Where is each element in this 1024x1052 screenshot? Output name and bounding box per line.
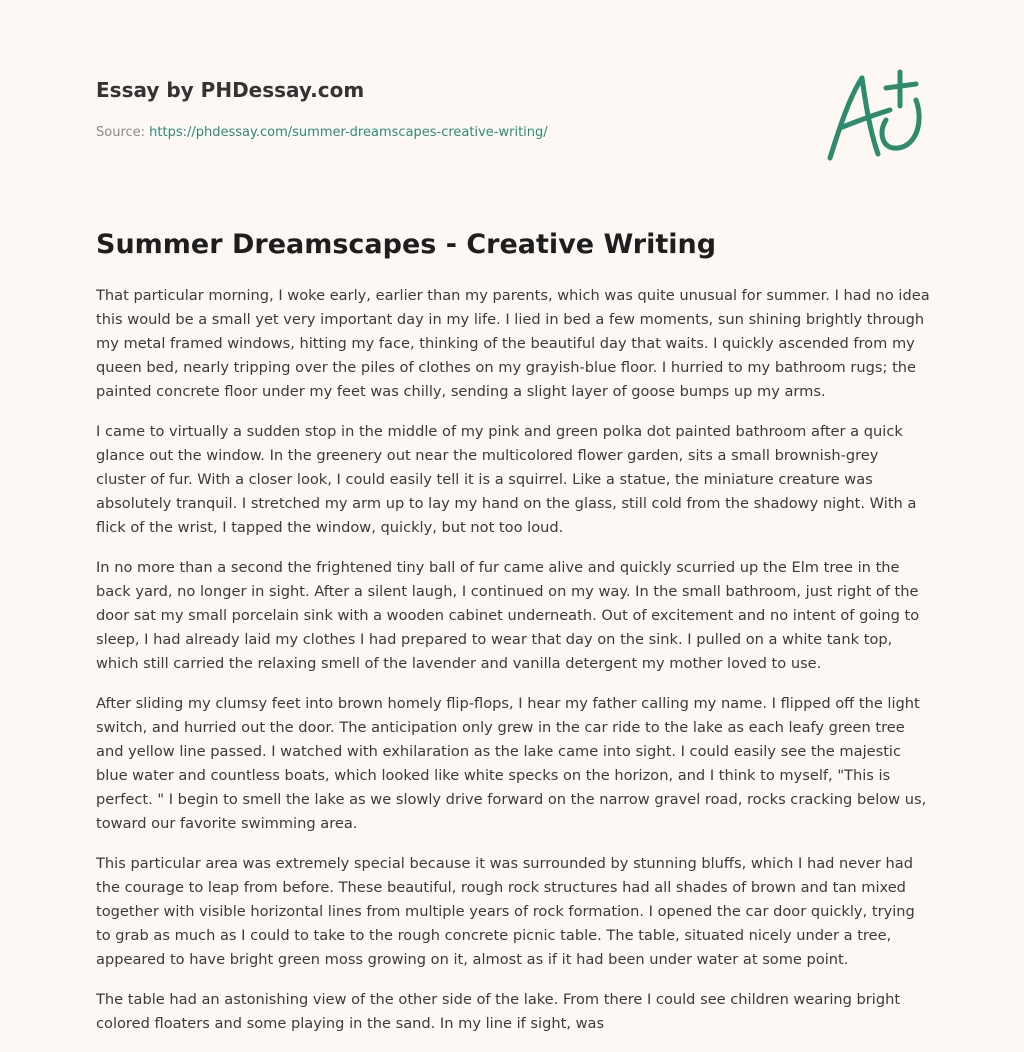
essay-paragraph: After sliding my clumsy feet into brown homely flip-flops, I hear my father calling my name. I flipped off the light switch, and hurried out the door. The anticipation only grew in the car ride to the lake as each leafy green tree and yellow line passed. I watched with exhilaration as the lake came into sight. I could easily see the majestic blue water and countless boats, which looked like white specks on the horizon, and I think to myself, "This is perfect. " I begin to smell the lake as we slowly drive forward on the narrow gravel road, rocks cracking below us, toward our favorite swimming area. [96,695,927,832]
essay-title: Summer Dreamscapes - Creative Writing [96,229,717,260]
source-label: Source: [96,125,150,140]
source-line [96,124,796,142]
essay-paragraph: The table had an astonishing view of the other side of the lake. From there I could see children wearing bright colored floaters and some playing in the sand. In my line if sight, was [96,991,901,1032]
essay-paragraph: That particular morning, I woke early, earlier than my parents, which was quite unusual for summer. I had no idea this would be a small yet very important day in my life. I lied in bed a few moments, sun shining brightly through my metal framed windows, hitting my face, thinking of the beautiful day that waits. I quickly ascended from my queen bed, nearly tripping over the piles of clothes on my grayish-blue floor. I hurried to my bathroom rugs; the painted concrete floor under my feet was chilly, sending a slight layer of goose bumps up my arms. [96,287,930,400]
essay-paragraph: This particular area was extremely special because it was surrounded by stunning bluffs, which I had never had the courage to leap from before. These beautiful, rough rock structures had all shades of brown and tan mixed together with visible horizontal lines from multiple years of rock formation. I opened the car door quickly, trying to grab as much as I could to take to the rough concrete picnic table. The table, situated nicely under a tree, appeared to have bright green moss growing on it, almost as if it had been under water at some point. [96,855,915,968]
source-link[interactable]: https://phdessay.com/summer-dreamscapes-creative-writing/ [149,125,548,140]
page-header [96,76,796,142]
logo-a-left-stroke [830,78,862,158]
a-plus-logo-icon [820,66,930,166]
logo-plus-horizontal [886,84,916,88]
article [96,226,932,1052]
site-title: Essay by PHDessay.com [96,78,365,102]
essay-paragraph: I came to virtually a sudden stop in the middle of my pink and green polka dot painted bathroom after a quick glance out the window. In the greenery out near the multicolored flower garden, sits a small brownish-grey cluster of fur. With a closer look, I could easily tell it is a squirrel. Like a statue, the miniature creature was absolutely tranquil. I stretched my arm up to lay my hand on the glass, still cold from the shadowy night. With a flick of the wrist, I tapped the window, quickly, but not too loud. [96,423,917,536]
essay-paragraph: In no more than a second the frightened tiny ball of fur came alive and quickly scurried up the Elm tree in the back yard, no longer in sight. After a silent laugh, I continued on my way. In the small bathroom, just right of the door sat my small porcelain sink with a wooden cabinet underneath. Out of excitement and no intent of going to sleep, I had already laid my clothes I had prepared to wear that day on the sink. I pulled on a white tank top, which still carried the relaxing smell of the lavender and vanilla detergent my mother loved to use. [96,559,920,672]
